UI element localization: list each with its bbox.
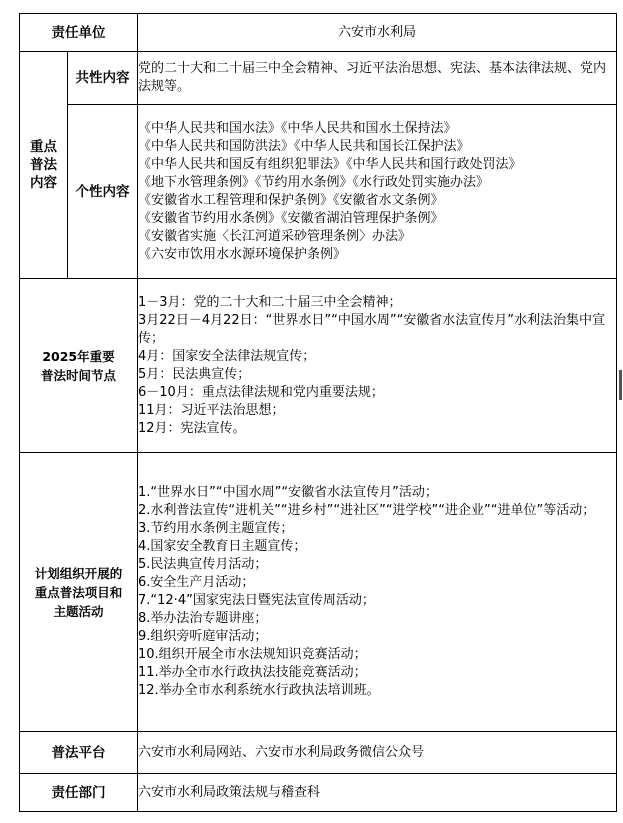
row-responsible-dept <box>20 774 617 812</box>
row-responsible-unit <box>20 14 617 52</box>
responsible-dept-value: 六安市水利局政策法规与稽查科 <box>138 774 617 812</box>
projects-label <box>20 453 138 732</box>
row-platform <box>20 732 617 774</box>
focus-label-line-3: 内容 <box>30 175 57 191</box>
page-edge-mark <box>619 370 622 400</box>
specific-content-list <box>138 105 617 279</box>
timeline-label-line-2: 普法时间节点 <box>40 367 116 383</box>
project-item: 6.安全生产月活动； <box>138 575 255 590</box>
platform-value: 六安市水利局网站、六安市水利局政务微信公众号 <box>138 732 617 774</box>
project-item: 5.民法典宣传月活动； <box>138 557 268 572</box>
regulation-line: 《安徽省节约用水条例》《安徽省湖泊管理保护条例》 <box>138 210 444 226</box>
row-specific-content <box>20 105 617 279</box>
project-item: 12.举办全市水利系统水行政执法培训班。 <box>138 683 380 698</box>
regulation-line: 《中华人民共和国水法》《中华人民共和国水土保持法》 <box>138 120 457 136</box>
timeline-item: 4月：国家安全法律法规宣传； <box>138 348 316 364</box>
timeline-item: 12月：宪法宣传。 <box>138 420 246 436</box>
row-projects <box>20 453 617 732</box>
timeline-item: 3月22日－4月22日：“世界水日”“中国水周”“安徽省水法宣传月”水利法治集中宣传； <box>138 312 606 346</box>
responsible-unit-value: 六安市水利局 <box>138 14 617 52</box>
row-common-content <box>20 52 617 105</box>
regulation-line: 《安徽省实施〈长江河道采砂管理条例〉办法》 <box>138 228 412 244</box>
row-timeline <box>20 279 617 453</box>
projects-label-line-2: 重点普法项目和 <box>34 584 123 600</box>
responsible-dept-label: 责任部门 <box>20 774 138 812</box>
project-item: 4.国家安全教育日主题宣传； <box>138 539 307 554</box>
focus-label-line-2: 普法 <box>30 157 57 173</box>
focus-label-line-1: 重点 <box>30 139 57 155</box>
timeline-item: 11月：习近平法治思想； <box>138 402 285 418</box>
timeline-label <box>20 279 138 453</box>
responsible-unit-label: 责任单位 <box>20 14 138 52</box>
common-content-text: 党的二十大和二十届三中全会精神、习近平法治思想、宪法、基本法律法规、党内法规等。 <box>138 61 607 94</box>
timeline-label-line-1: 2025年重要 <box>42 348 115 364</box>
project-item: 1.“世界水日”“中国水周”“安徽省水法宣传月”活动； <box>138 485 438 500</box>
regulation-line: 《地下水管理条例》《节约用水条例》《水行政处罚实施办法》 <box>138 174 490 190</box>
timeline-list <box>138 279 617 453</box>
regulation-line: 《安徽省水工程管理和保护条例》《安徽省水文条例》 <box>138 192 444 208</box>
common-content-label: 共性内容 <box>68 52 138 105</box>
projects-list <box>138 453 617 732</box>
projects-label-line-3: 主题活动 <box>53 603 104 619</box>
project-item: 7.“12·4”国家宪法日暨宪法宣传周活动； <box>138 593 375 608</box>
specific-content-label: 个性内容 <box>68 105 138 279</box>
platform-label: 普法平台 <box>20 732 138 774</box>
common-content-value <box>138 52 617 105</box>
project-item: 3.节约用水条例主题宣传； <box>138 521 294 536</box>
project-item: 10.组织开展全市水法规知识竞赛活动； <box>138 647 367 662</box>
project-item: 9.组织旁听庭审活动； <box>138 629 268 644</box>
law-popularization-table <box>19 13 617 812</box>
focus-content-label <box>20 52 68 279</box>
project-item: 11.举办全市水行政执法技能竞赛活动； <box>138 665 367 680</box>
timeline-item: 5月：民法典宣传； <box>138 366 251 382</box>
project-item: 2.水利普法宣传“进机关”“进乡村”“进社区”“进学校”“进企业”“进单位”等活动； <box>138 503 596 518</box>
regulation-line: 《中华人民共和国反有组织犯罪法》《中华人民共和国行政处罚法》 <box>138 156 522 172</box>
timeline-item: 1－3月：党的二十大和二十届三中全会精神； <box>138 294 402 310</box>
timeline-item: 6－10月：重点法律法规和党内重要法规； <box>138 384 384 400</box>
projects-label-line-1: 计划组织开展的 <box>34 565 123 581</box>
regulation-line: 《六安市饮用水水源环境保护条例》 <box>138 246 347 262</box>
regulation-line: 《中华人民共和国防洪法》《中华人民共和国长江保护法》 <box>138 138 470 154</box>
project-item: 8.举办法治专题讲座； <box>138 611 268 626</box>
